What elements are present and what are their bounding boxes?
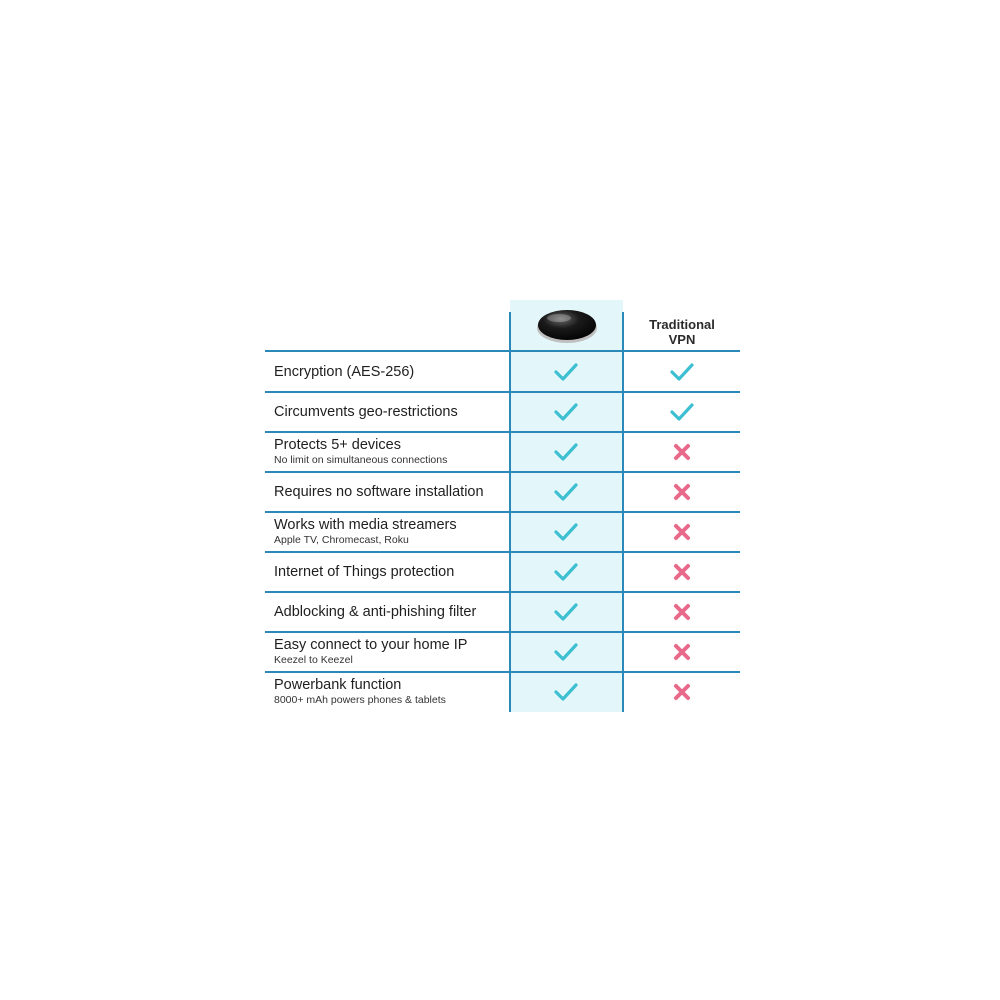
feature-subtitle: No limit on simultaneous connections	[274, 454, 448, 466]
feature-cell	[274, 432, 504, 472]
feature-cell	[274, 552, 504, 592]
checkmark-icon	[669, 361, 695, 383]
feature-subtitle: 8000+ mAh powers phones & tablets	[274, 694, 446, 706]
vpn-cell	[624, 672, 740, 712]
feature-title: Easy connect to your home IP	[274, 637, 468, 653]
product-cell	[510, 472, 622, 512]
traditional-vpn-header	[624, 312, 740, 352]
checkmark-icon	[669, 401, 695, 423]
table-row	[265, 672, 740, 712]
feature-subtitle: Apple TV, Chromecast, Roku	[274, 534, 409, 546]
vpn-cell	[624, 432, 740, 472]
vpn-cell	[624, 352, 740, 392]
cross-icon	[672, 602, 692, 622]
checkmark-icon	[553, 521, 579, 543]
cross-icon	[672, 562, 692, 582]
product-cell	[510, 392, 622, 432]
header-line-2: VPN	[668, 332, 696, 347]
table-row	[265, 392, 740, 432]
feature-title: Adblocking & anti-phishing filter	[274, 603, 477, 620]
product-cell	[510, 552, 622, 592]
checkmark-icon	[553, 441, 579, 463]
column-divider	[622, 312, 624, 712]
feature-cell	[274, 352, 504, 392]
table-row	[265, 512, 740, 552]
feature-title: Encryption (AES-256)	[274, 363, 415, 380]
feature-title: Internet of Things protection	[274, 563, 455, 580]
feature-cell	[274, 512, 504, 552]
checkmark-icon	[553, 681, 579, 703]
feature-title: Protects 5+ devices	[274, 437, 401, 453]
feature-cell	[274, 592, 504, 632]
product-cell	[510, 352, 622, 392]
feature-title: Works with media streamers	[274, 517, 457, 533]
table-row	[265, 472, 740, 512]
product-cell	[510, 592, 622, 632]
feature-cell	[274, 672, 504, 712]
checkmark-icon	[553, 481, 579, 503]
vpn-cell	[624, 512, 740, 552]
device-image	[535, 306, 599, 346]
product-cell	[510, 632, 622, 672]
feature-cell	[274, 392, 504, 432]
vpn-cell	[624, 632, 740, 672]
checkmark-icon	[553, 361, 579, 383]
column-divider	[509, 312, 511, 712]
product-header	[510, 300, 623, 352]
comparison-table	[265, 300, 740, 712]
vpn-cell	[624, 392, 740, 432]
table-row	[265, 592, 740, 632]
table-row	[265, 552, 740, 592]
vpn-cell	[624, 472, 740, 512]
feature-title: Circumvents geo-restrictions	[274, 403, 458, 420]
cross-icon	[672, 642, 692, 662]
feature-title: Requires no software installation	[274, 483, 484, 500]
feature-subtitle: Keezel to Keezel	[274, 654, 353, 666]
table-row	[265, 432, 740, 472]
checkmark-icon	[553, 641, 579, 663]
feature-title: Powerbank function	[274, 677, 402, 693]
checkmark-icon	[553, 401, 579, 423]
feature-cell	[274, 632, 504, 672]
cross-icon	[672, 522, 692, 542]
table-row	[265, 632, 740, 672]
checkmark-icon	[553, 561, 579, 583]
product-cell	[510, 512, 622, 552]
header-line-1: Traditional	[649, 317, 715, 332]
cross-icon	[672, 442, 692, 462]
product-cell	[510, 672, 622, 712]
cross-icon	[672, 682, 692, 702]
vpn-cell	[624, 592, 740, 632]
cross-icon	[672, 482, 692, 502]
feature-cell	[274, 472, 504, 512]
vpn-cell	[624, 552, 740, 592]
product-cell	[510, 432, 622, 472]
checkmark-icon	[553, 601, 579, 623]
table-row	[265, 352, 740, 392]
